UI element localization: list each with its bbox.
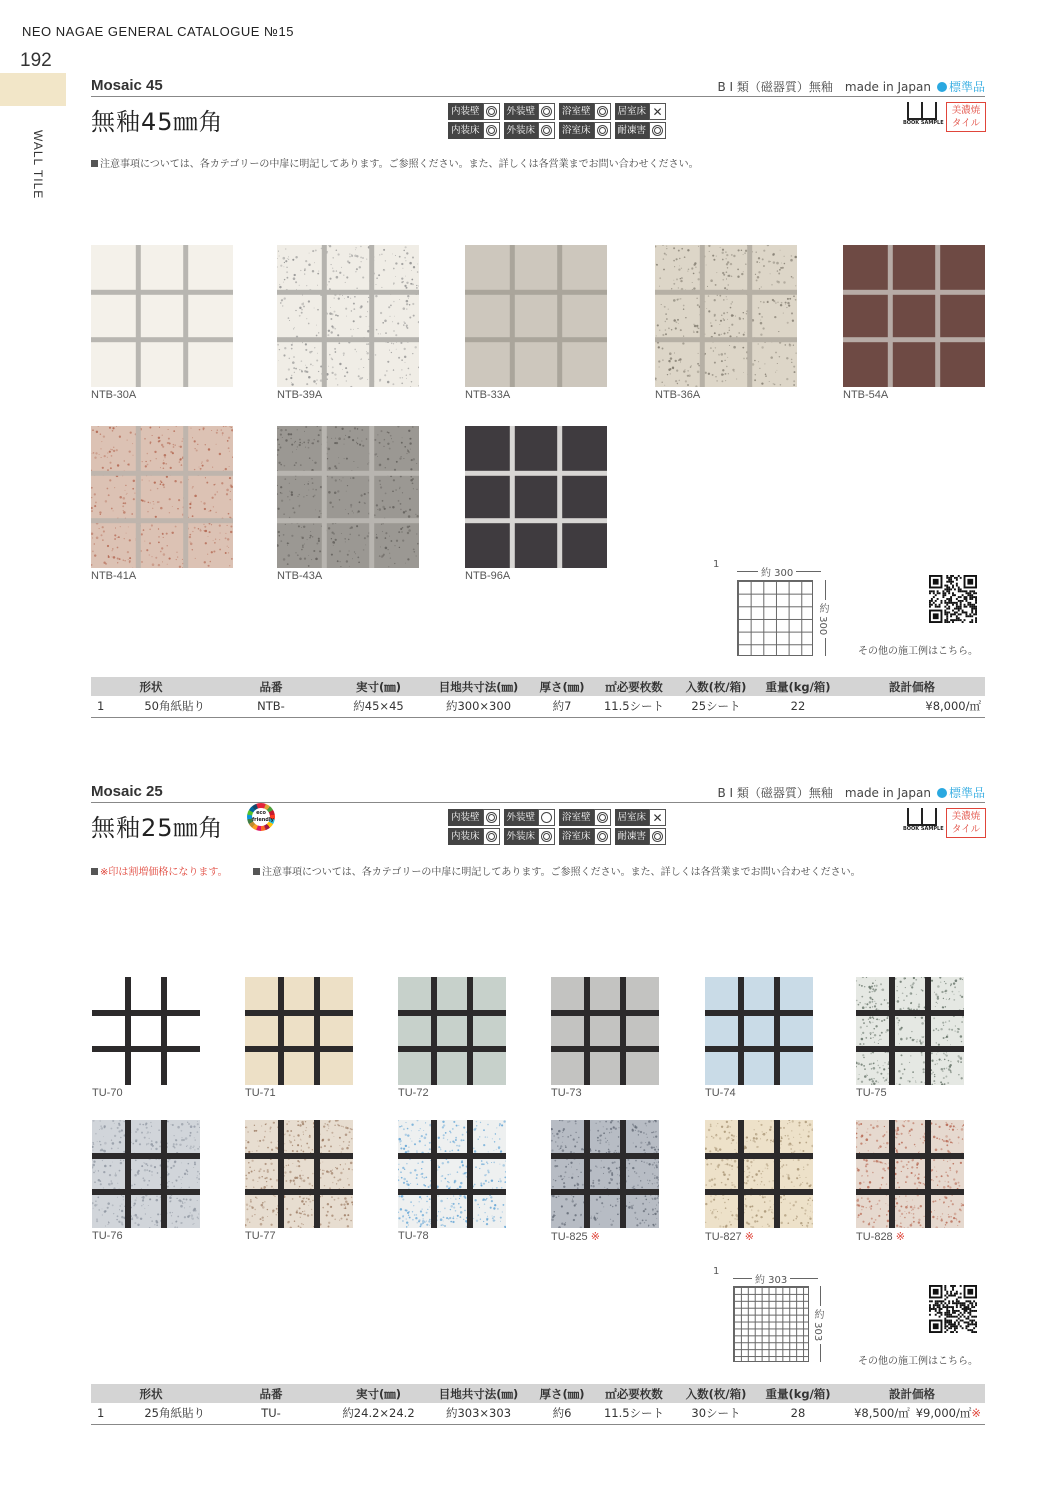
section-rule xyxy=(91,96,985,97)
tile-swatch xyxy=(856,1120,964,1228)
suitable-double-circle-icon xyxy=(652,125,663,136)
tile-code-label xyxy=(245,1087,276,1099)
usage-mark xyxy=(483,809,500,826)
usage-label: 内装壁 xyxy=(448,103,483,120)
caution-note xyxy=(253,863,861,878)
spec-table-mosaic-45 xyxy=(91,677,985,718)
price-extra: ¥9,000/㎡ xyxy=(915,1406,972,1421)
usage-mark xyxy=(483,122,500,139)
tile-swatch xyxy=(705,1120,813,1228)
suitable-double-circle-icon xyxy=(597,831,608,842)
usage-matrix xyxy=(448,809,666,845)
price-cell xyxy=(839,696,985,717)
usage-mark xyxy=(649,122,666,139)
column-header: 目地共寸法(㎜) xyxy=(426,677,531,696)
usage-cell xyxy=(448,103,500,120)
thickness-cell: 約6 xyxy=(531,1403,593,1424)
mino-badge-line2: タイル xyxy=(951,118,981,129)
size-cell: 約45×45 xyxy=(331,696,426,717)
suitable-double-circle-icon xyxy=(486,106,497,117)
section-title: 無釉45㎜角 xyxy=(91,108,224,136)
qr-code-icon[interactable] xyxy=(929,575,977,623)
usage-label: 内装壁 xyxy=(448,809,483,826)
per-box-cell: 30シート xyxy=(675,1403,757,1424)
note-text: 注意事項については、各カテゴリーの中扉に明記してあります。ご参照ください。また、詳しくは各営業までお問い合わせください。 xyxy=(262,867,861,878)
diagram-index: 1 xyxy=(713,559,720,570)
tile-swatch xyxy=(91,426,233,568)
width-dimension-label: 約 300 xyxy=(758,564,796,579)
tile-swatch xyxy=(245,977,353,1085)
per-m2-cell: 11.5シート xyxy=(593,1403,675,1424)
suitable-double-circle-icon xyxy=(541,831,552,842)
column-header: ㎡必要枚数 xyxy=(593,1384,675,1403)
tile-swatch xyxy=(655,245,797,387)
suitable-double-circle-icon xyxy=(597,812,608,823)
usage-cell xyxy=(615,122,667,139)
usage-mark xyxy=(483,103,500,120)
side-label: WALL TILE xyxy=(31,130,45,200)
note-square-icon xyxy=(253,868,260,875)
tile-code-label xyxy=(843,389,888,401)
usage-cell xyxy=(448,809,500,826)
catalogue-title: NEO NAGAE GENERAL CATALOGUE №15 xyxy=(22,24,294,39)
mino-tile-badge xyxy=(946,102,986,132)
caution-note xyxy=(91,155,699,170)
standard-label: 標準品 xyxy=(948,80,985,94)
usage-matrix xyxy=(448,103,666,139)
surcharge-mark: ※ xyxy=(895,1231,905,1243)
tile-code-label xyxy=(705,1087,736,1099)
tile-code: TU-75 xyxy=(856,1087,887,1099)
usage-mark xyxy=(649,103,666,120)
not-suitable-cross-icon: ✕ xyxy=(652,104,663,119)
column-header: 入数(枚/箱) xyxy=(675,1384,757,1403)
tile-swatch xyxy=(92,1120,200,1228)
tile-code-label xyxy=(92,1230,123,1242)
price-cell xyxy=(839,1403,985,1424)
width-dimension-label: 約 303 xyxy=(752,1271,790,1286)
eco-label-line1: eco xyxy=(256,810,266,816)
column-header: 品番 xyxy=(211,677,331,696)
eco-label-line2: friendly xyxy=(252,817,274,823)
section-rule xyxy=(91,802,985,803)
shape-cell xyxy=(91,1403,211,1424)
suitable-double-circle-icon xyxy=(486,831,497,842)
column-header: 形状 xyxy=(91,1384,211,1403)
material-info: B I 類（磁器質）無釉 made in Japan xyxy=(717,786,931,800)
column-header: 厚さ(㎜) xyxy=(531,1384,593,1403)
standard-dot-icon xyxy=(937,82,947,92)
note-square-icon xyxy=(91,160,98,167)
usage-mark xyxy=(649,828,666,845)
tile-code-label xyxy=(856,1087,887,1099)
mino-badge-line1: 美濃焼 xyxy=(951,105,981,116)
tile-code-label xyxy=(398,1087,429,1099)
usage-label: 外装壁 xyxy=(504,103,539,120)
tile-swatch xyxy=(92,977,200,1085)
tile-swatch xyxy=(551,977,659,1085)
tile-code: NTB-33A xyxy=(465,389,511,401)
per-m2-cell: 11.5シート xyxy=(593,696,675,717)
page-number: 192 xyxy=(20,50,52,71)
tile-code-label xyxy=(92,1087,123,1099)
usage-mark xyxy=(538,103,555,120)
usage-label: 浴室床 xyxy=(559,828,594,845)
price-value: ¥8,000/㎡ xyxy=(925,699,981,714)
tile-code: NTB-96A xyxy=(465,570,511,582)
suitable-double-circle-icon xyxy=(486,812,497,823)
table-row xyxy=(91,1403,985,1424)
usage-cell xyxy=(504,103,556,120)
suitable-circle-icon xyxy=(541,812,552,823)
column-header: 目地共寸法(㎜) xyxy=(426,1384,531,1403)
usage-label: 浴室壁 xyxy=(559,809,594,826)
joint-size-cell: 約300×300 xyxy=(426,696,531,717)
shape-name: 50角紙貼り xyxy=(144,699,205,714)
usage-cell xyxy=(504,809,556,826)
usage-cell xyxy=(559,809,611,826)
shape-name: 25角紙貼り xyxy=(144,1406,205,1421)
usage-label: 内装床 xyxy=(448,122,483,139)
tile-code: TU-77 xyxy=(245,1230,276,1242)
tile-code: NTB-43A xyxy=(277,570,323,582)
section-name: Mosaic 45 xyxy=(91,77,163,94)
tile-swatch xyxy=(277,426,419,568)
code-cell: NTB- xyxy=(211,696,331,717)
suitable-double-circle-icon xyxy=(597,106,608,117)
tile-swatch xyxy=(277,245,419,387)
tile-swatch xyxy=(398,1120,506,1228)
tile-code-label xyxy=(551,1230,600,1243)
shape-index: 1 xyxy=(97,1406,105,1421)
tile-code: TU-71 xyxy=(245,1087,276,1099)
suitable-double-circle-icon xyxy=(652,831,663,842)
suitable-double-circle-icon xyxy=(486,125,497,136)
tile-swatch xyxy=(705,977,813,1085)
eco-friendly-icon xyxy=(247,803,275,831)
material-info: B I 類（磁器質）無釉 made in Japan xyxy=(717,80,931,94)
tile-code-label xyxy=(277,389,322,401)
column-header: 品番 xyxy=(211,1384,331,1403)
tile-code: NTB-39A xyxy=(277,389,323,401)
tile-code: TU-70 xyxy=(92,1087,123,1099)
weight-cell: 28 xyxy=(757,1403,839,1424)
usage-mark xyxy=(649,809,666,826)
qr-caption: その他の施工例はこちら。 xyxy=(858,1356,978,1367)
tile-code: NTB-41A xyxy=(91,570,137,582)
tile-code-label xyxy=(551,1087,582,1099)
book-sample xyxy=(903,808,944,832)
tile-code-label xyxy=(245,1230,276,1242)
spec-table-mosaic-25 xyxy=(91,1384,985,1425)
usage-cell xyxy=(615,809,667,826)
tile-swatch xyxy=(465,245,607,387)
suitable-double-circle-icon xyxy=(541,106,552,117)
surcharge-mark: ※ xyxy=(590,1231,600,1243)
usage-mark xyxy=(594,103,611,120)
usage-mark xyxy=(594,828,611,845)
column-header: 設計価格 xyxy=(839,677,985,696)
tile-code-label xyxy=(655,389,700,401)
tile-swatch xyxy=(843,245,985,387)
tile-code: NTB-30A xyxy=(91,389,137,401)
column-header: ㎡必要枚数 xyxy=(593,677,675,696)
surcharge-mark: ※ xyxy=(744,1231,754,1243)
height-dimension-label: 約 303 xyxy=(810,1306,825,1344)
usage-cell xyxy=(504,828,556,845)
column-header: 入数(枚/箱) xyxy=(675,677,757,696)
tile-code-label xyxy=(277,570,322,582)
usage-label: 外装床 xyxy=(504,122,539,139)
table-row xyxy=(91,696,985,717)
usage-cell xyxy=(559,103,611,120)
tile-code-label xyxy=(91,570,136,582)
tile-swatch xyxy=(245,1120,353,1228)
tile-code: TU-825 xyxy=(551,1231,588,1243)
book-sample-label: BOOK SAMPLE xyxy=(903,826,944,832)
section-info xyxy=(718,78,986,95)
usage-cell xyxy=(559,828,611,845)
tile-code: TU-72 xyxy=(398,1087,429,1099)
usage-mark xyxy=(483,828,500,845)
column-header: 実寸(㎜) xyxy=(331,677,426,696)
standard-label: 標準品 xyxy=(948,786,985,800)
tile-swatch xyxy=(856,977,964,1085)
tile-code-label xyxy=(856,1230,905,1243)
tile-code: TU-78 xyxy=(398,1230,429,1242)
eco-badge-text xyxy=(252,808,274,826)
note-text: 注意事項については、各カテゴリーの中扉に明記してあります。ご参照ください。また、詳しくは各営業までお問い合わせください。 xyxy=(100,159,699,170)
page-tab xyxy=(0,73,66,106)
suitable-double-circle-icon xyxy=(597,125,608,136)
mino-badge-line2: タイル xyxy=(951,824,981,835)
usage-cell xyxy=(504,122,556,139)
usage-cell xyxy=(615,828,667,845)
tile-code: TU-76 xyxy=(92,1230,123,1242)
usage-label: 居室床 xyxy=(615,809,650,826)
tile-code-label xyxy=(705,1230,754,1243)
price-value: ¥8,500/㎡ xyxy=(854,1406,910,1421)
suitable-double-circle-icon xyxy=(541,125,552,136)
thickness-cell: 約7 xyxy=(531,696,593,717)
tile-swatch xyxy=(91,245,233,387)
book-icon xyxy=(907,808,937,826)
per-box-cell: 25シート xyxy=(675,696,757,717)
tile-swatch xyxy=(398,977,506,1085)
usage-mark xyxy=(594,809,611,826)
surcharge-mark: ※ xyxy=(971,1406,981,1421)
tile-code-label xyxy=(465,389,510,401)
section-name: Mosaic 25 xyxy=(91,783,163,800)
usage-label: 居室床 xyxy=(615,103,650,120)
note-square-icon xyxy=(91,868,98,875)
qr-caption: その他の施工例はこちら。 xyxy=(858,646,978,657)
column-header: 重量(kg/箱) xyxy=(757,677,839,696)
tile-code-label xyxy=(91,389,136,401)
tile-code: NTB-36A xyxy=(655,389,701,401)
surcharge-note xyxy=(91,863,228,878)
usage-label: 耐凍害 xyxy=(615,122,650,139)
tile-code: NTB-54A xyxy=(843,389,889,401)
book-sample xyxy=(903,102,944,126)
weight-cell: 22 xyxy=(757,696,839,717)
tile-swatch xyxy=(465,426,607,568)
column-header: 厚さ(㎜) xyxy=(531,677,593,696)
height-dimension-label: 約 300 xyxy=(815,600,830,638)
sheet-grid xyxy=(737,580,813,656)
tile-code-label xyxy=(465,570,510,582)
usage-cell xyxy=(448,828,500,845)
usage-mark xyxy=(594,122,611,139)
column-header: 重量(kg/箱) xyxy=(757,1384,839,1403)
usage-label: 浴室壁 xyxy=(559,103,594,120)
column-header: 設計価格 xyxy=(839,1384,985,1403)
tile-code: TU-74 xyxy=(705,1087,736,1099)
usage-mark xyxy=(538,828,555,845)
note-text: ※印は割増価格になります。 xyxy=(100,867,228,878)
size-cell: 約24.2×24.2 xyxy=(331,1403,426,1424)
diagram-index: 1 xyxy=(713,1266,720,1277)
tile-swatch xyxy=(551,1120,659,1228)
usage-cell xyxy=(615,103,667,120)
shape-index: 1 xyxy=(97,699,105,714)
usage-cell xyxy=(448,122,500,139)
tile-code: TU-828 xyxy=(856,1231,893,1243)
usage-label: 外装床 xyxy=(504,828,539,845)
usage-mark xyxy=(538,809,555,826)
tile-code: TU-827 xyxy=(705,1231,742,1243)
tile-code: TU-73 xyxy=(551,1087,582,1099)
book-sample-label: BOOK SAMPLE xyxy=(903,120,944,126)
tile-code-label xyxy=(398,1230,429,1242)
usage-label: 耐凍害 xyxy=(615,828,650,845)
sheet-grid xyxy=(733,1286,809,1362)
section-mosaic-25 xyxy=(91,783,985,1423)
joint-size-cell: 約303×303 xyxy=(426,1403,531,1424)
shape-cell xyxy=(91,696,211,717)
column-header: 実寸(㎜) xyxy=(331,1384,426,1403)
usage-label: 浴室床 xyxy=(559,122,594,139)
section-info xyxy=(718,784,986,801)
mino-tile-badge xyxy=(946,808,986,838)
usage-label: 内装床 xyxy=(448,828,483,845)
book-icon xyxy=(907,102,937,120)
mino-badge-line1: 美濃焼 xyxy=(951,811,981,822)
not-suitable-cross-icon: ✕ xyxy=(652,810,663,825)
column-header: 形状 xyxy=(91,677,211,696)
usage-cell xyxy=(559,122,611,139)
code-cell: TU- xyxy=(211,1403,331,1424)
qr-code-icon[interactable] xyxy=(929,1285,977,1333)
standard-dot-icon xyxy=(937,788,947,798)
usage-label: 外装壁 xyxy=(504,809,539,826)
section-title: 無釉25㎜角 xyxy=(91,814,224,842)
usage-mark xyxy=(538,122,555,139)
